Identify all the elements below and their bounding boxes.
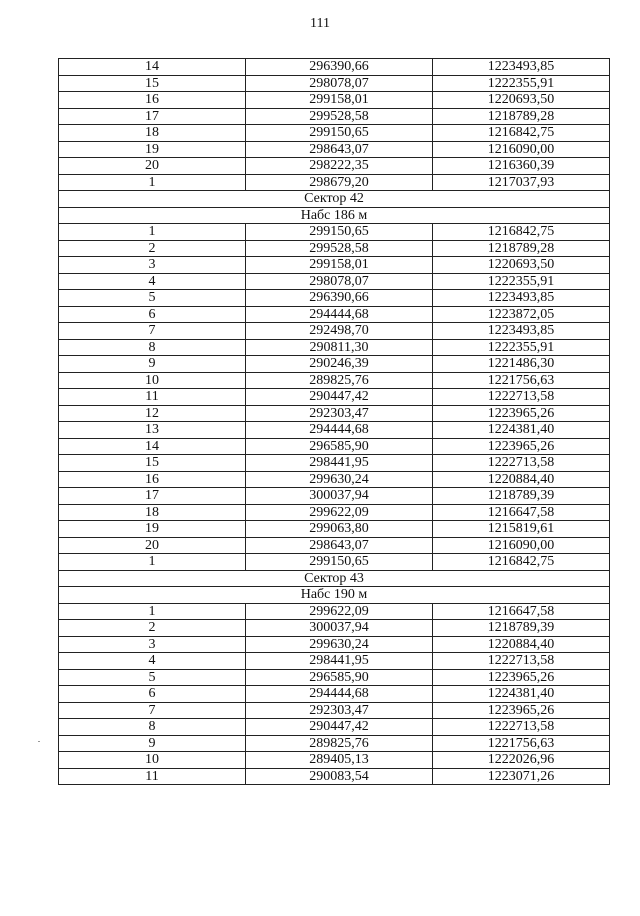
table-row bbox=[59, 521, 610, 538]
x-coordinate: 292303,47 bbox=[246, 702, 433, 719]
table-row bbox=[59, 108, 610, 125]
table-row bbox=[59, 603, 610, 620]
point-number: 6 bbox=[59, 686, 246, 703]
x-coordinate: 298078,07 bbox=[246, 75, 433, 92]
x-coordinate: 292303,47 bbox=[246, 405, 433, 422]
point-number: 7 bbox=[59, 323, 246, 340]
point-number: 11 bbox=[59, 768, 246, 785]
point-number: 3 bbox=[59, 257, 246, 274]
section-header: Сектор 43 bbox=[59, 570, 610, 587]
y-coordinate: 1223493,85 bbox=[433, 323, 610, 340]
y-coordinate: 1216842,75 bbox=[433, 554, 610, 571]
point-number: 1 bbox=[59, 603, 246, 620]
point-number: 5 bbox=[59, 290, 246, 307]
y-coordinate: 1223493,85 bbox=[433, 59, 610, 76]
coordinates-table-body bbox=[59, 59, 610, 785]
point-number: 20 bbox=[59, 537, 246, 554]
y-coordinate: 1224381,40 bbox=[433, 422, 610, 439]
section-header-row bbox=[59, 570, 610, 587]
point-number: 14 bbox=[59, 59, 246, 76]
table-row bbox=[59, 405, 610, 422]
x-coordinate: 299063,80 bbox=[246, 521, 433, 538]
x-coordinate: 292498,70 bbox=[246, 323, 433, 340]
x-coordinate: 299630,24 bbox=[246, 636, 433, 653]
point-number: 18 bbox=[59, 504, 246, 521]
x-coordinate: 298679,20 bbox=[246, 174, 433, 191]
table-row bbox=[59, 636, 610, 653]
x-coordinate: 296585,90 bbox=[246, 438, 433, 455]
y-coordinate: 1218789,39 bbox=[433, 620, 610, 637]
table-row bbox=[59, 537, 610, 554]
table-row bbox=[59, 653, 610, 670]
x-coordinate: 299630,24 bbox=[246, 471, 433, 488]
x-coordinate: 289405,13 bbox=[246, 752, 433, 769]
table-row bbox=[59, 488, 610, 505]
table-row bbox=[59, 59, 610, 76]
y-coordinate: 1222713,58 bbox=[433, 455, 610, 472]
point-number: 9 bbox=[59, 735, 246, 752]
point-number: 1 bbox=[59, 224, 246, 241]
table-row bbox=[59, 290, 610, 307]
y-coordinate: 1223872,05 bbox=[433, 306, 610, 323]
x-coordinate: 294444,68 bbox=[246, 422, 433, 439]
x-coordinate: 294444,68 bbox=[246, 306, 433, 323]
x-coordinate: 296390,66 bbox=[246, 290, 433, 307]
point-number: 1 bbox=[59, 174, 246, 191]
point-number: 9 bbox=[59, 356, 246, 373]
coordinates-table bbox=[58, 58, 610, 785]
table-row bbox=[59, 504, 610, 521]
x-coordinate: 290811,30 bbox=[246, 339, 433, 356]
y-coordinate: 1217037,93 bbox=[433, 174, 610, 191]
point-number: 15 bbox=[59, 455, 246, 472]
point-number: 10 bbox=[59, 752, 246, 769]
table-row bbox=[59, 471, 610, 488]
point-number: 3 bbox=[59, 636, 246, 653]
section-header-row bbox=[59, 207, 610, 224]
x-coordinate: 289825,76 bbox=[246, 735, 433, 752]
section-header-row bbox=[59, 587, 610, 604]
y-coordinate: 1223965,26 bbox=[433, 669, 610, 686]
table-row bbox=[59, 224, 610, 241]
y-coordinate: 1222355,91 bbox=[433, 75, 610, 92]
table-row bbox=[59, 174, 610, 191]
y-coordinate: 1220884,40 bbox=[433, 471, 610, 488]
table-row bbox=[59, 719, 610, 736]
x-coordinate: 298643,07 bbox=[246, 537, 433, 554]
y-coordinate: 1218789,28 bbox=[433, 108, 610, 125]
y-coordinate: 1221756,63 bbox=[433, 735, 610, 752]
y-coordinate: 1215819,61 bbox=[433, 521, 610, 538]
point-number: 18 bbox=[59, 125, 246, 142]
table-row bbox=[59, 752, 610, 769]
x-coordinate: 299528,58 bbox=[246, 108, 433, 125]
x-coordinate: 290083,54 bbox=[246, 768, 433, 785]
point-number: 10 bbox=[59, 372, 246, 389]
x-coordinate: 296390,66 bbox=[246, 59, 433, 76]
table-row bbox=[59, 455, 610, 472]
y-coordinate: 1222713,58 bbox=[433, 389, 610, 406]
y-coordinate: 1222355,91 bbox=[433, 273, 610, 290]
y-coordinate: 1222713,58 bbox=[433, 653, 610, 670]
point-number: 4 bbox=[59, 653, 246, 670]
x-coordinate: 290447,42 bbox=[246, 719, 433, 736]
table-row bbox=[59, 554, 610, 571]
y-coordinate: 1221756,63 bbox=[433, 372, 610, 389]
table-row bbox=[59, 240, 610, 257]
x-coordinate: 298643,07 bbox=[246, 141, 433, 158]
y-coordinate: 1223965,26 bbox=[433, 702, 610, 719]
y-coordinate: 1221486,30 bbox=[433, 356, 610, 373]
point-number: 2 bbox=[59, 240, 246, 257]
y-coordinate: 1222713,58 bbox=[433, 719, 610, 736]
x-coordinate: 299158,01 bbox=[246, 257, 433, 274]
x-coordinate: 299622,09 bbox=[246, 603, 433, 620]
y-coordinate: 1216842,75 bbox=[433, 125, 610, 142]
table-row bbox=[59, 158, 610, 175]
point-number: 5 bbox=[59, 669, 246, 686]
x-coordinate: 290447,42 bbox=[246, 389, 433, 406]
x-coordinate: 299150,65 bbox=[246, 554, 433, 571]
table-row bbox=[59, 306, 610, 323]
table-row bbox=[59, 389, 610, 406]
y-coordinate: 1218789,28 bbox=[433, 240, 610, 257]
point-number: 17 bbox=[59, 108, 246, 125]
y-coordinate: 1222355,91 bbox=[433, 339, 610, 356]
table-row bbox=[59, 273, 610, 290]
y-coordinate: 1216090,00 bbox=[433, 537, 610, 554]
table-row bbox=[59, 75, 610, 92]
table-row bbox=[59, 422, 610, 439]
x-coordinate: 294444,68 bbox=[246, 686, 433, 703]
point-number: 15 bbox=[59, 75, 246, 92]
point-number: 6 bbox=[59, 306, 246, 323]
x-coordinate: 298078,07 bbox=[246, 273, 433, 290]
point-number: 4 bbox=[59, 273, 246, 290]
y-coordinate: 1216090,00 bbox=[433, 141, 610, 158]
point-number: 1 bbox=[59, 554, 246, 571]
y-coordinate: 1223965,26 bbox=[433, 405, 610, 422]
y-coordinate: 1216647,58 bbox=[433, 504, 610, 521]
point-number: 13 bbox=[59, 422, 246, 439]
table-row bbox=[59, 125, 610, 142]
y-coordinate: 1222026,96 bbox=[433, 752, 610, 769]
point-number: 19 bbox=[59, 521, 246, 538]
point-number: 19 bbox=[59, 141, 246, 158]
scan-speck bbox=[38, 741, 40, 742]
y-coordinate: 1223965,26 bbox=[433, 438, 610, 455]
y-coordinate: 1218789,39 bbox=[433, 488, 610, 505]
point-number: 2 bbox=[59, 620, 246, 637]
x-coordinate: 290246,39 bbox=[246, 356, 433, 373]
point-number: 12 bbox=[59, 405, 246, 422]
section-header-row bbox=[59, 191, 610, 208]
x-coordinate: 296585,90 bbox=[246, 669, 433, 686]
table-row bbox=[59, 323, 610, 340]
point-number: 8 bbox=[59, 719, 246, 736]
table-row bbox=[59, 257, 610, 274]
table-row bbox=[59, 372, 610, 389]
table-row bbox=[59, 356, 610, 373]
y-coordinate: 1224381,40 bbox=[433, 686, 610, 703]
point-number: 7 bbox=[59, 702, 246, 719]
x-coordinate: 289825,76 bbox=[246, 372, 433, 389]
table-row bbox=[59, 339, 610, 356]
y-coordinate: 1223493,85 bbox=[433, 290, 610, 307]
point-number: 20 bbox=[59, 158, 246, 175]
x-coordinate: 298222,35 bbox=[246, 158, 433, 175]
point-number: 14 bbox=[59, 438, 246, 455]
y-coordinate: 1216647,58 bbox=[433, 603, 610, 620]
point-number: 16 bbox=[59, 92, 246, 109]
x-coordinate: 298441,95 bbox=[246, 653, 433, 670]
section-header: Сектор 42 bbox=[59, 191, 610, 208]
y-coordinate: 1220884,40 bbox=[433, 636, 610, 653]
x-coordinate: 298441,95 bbox=[246, 455, 433, 472]
table-row bbox=[59, 702, 610, 719]
table-row bbox=[59, 735, 610, 752]
x-coordinate: 299158,01 bbox=[246, 92, 433, 109]
table-row bbox=[59, 768, 610, 785]
y-coordinate: 1216842,75 bbox=[433, 224, 610, 241]
x-coordinate: 299622,09 bbox=[246, 504, 433, 521]
section-header: Набс 190 м bbox=[59, 587, 610, 604]
page-number: 111 bbox=[310, 16, 330, 31]
x-coordinate: 299528,58 bbox=[246, 240, 433, 257]
table-row bbox=[59, 620, 610, 637]
table-row bbox=[59, 669, 610, 686]
x-coordinate: 299150,65 bbox=[246, 224, 433, 241]
y-coordinate: 1220693,50 bbox=[433, 92, 610, 109]
table-row bbox=[59, 92, 610, 109]
point-number: 8 bbox=[59, 339, 246, 356]
x-coordinate: 300037,94 bbox=[246, 620, 433, 637]
point-number: 17 bbox=[59, 488, 246, 505]
table-row bbox=[59, 141, 610, 158]
point-number: 16 bbox=[59, 471, 246, 488]
section-header: Набс 186 м bbox=[59, 207, 610, 224]
y-coordinate: 1216360,39 bbox=[433, 158, 610, 175]
table-row bbox=[59, 686, 610, 703]
y-coordinate: 1223071,26 bbox=[433, 768, 610, 785]
x-coordinate: 299150,65 bbox=[246, 125, 433, 142]
point-number: 11 bbox=[59, 389, 246, 406]
table-row bbox=[59, 438, 610, 455]
x-coordinate: 300037,94 bbox=[246, 488, 433, 505]
y-coordinate: 1220693,50 bbox=[433, 257, 610, 274]
